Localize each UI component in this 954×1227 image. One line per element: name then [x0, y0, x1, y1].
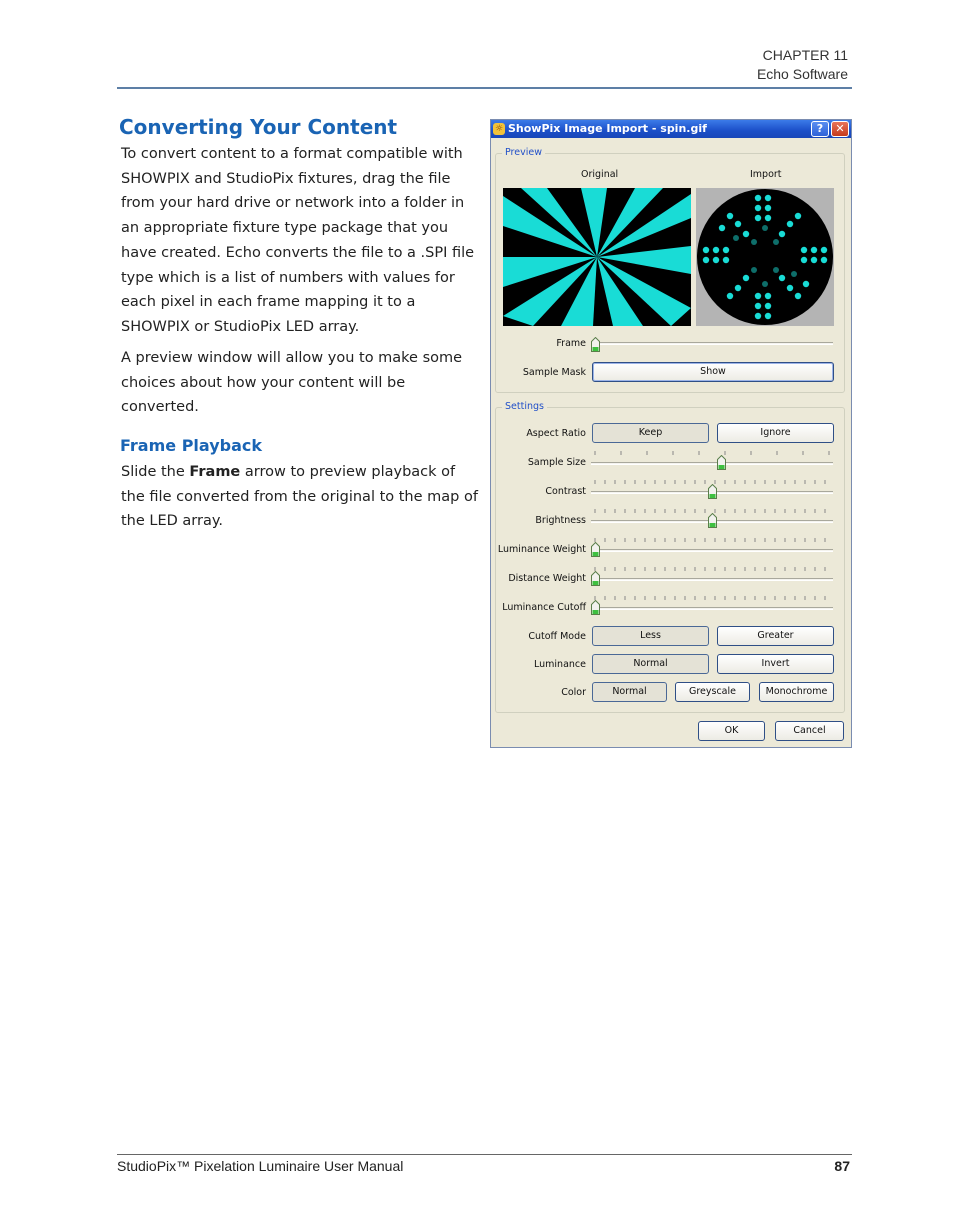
- luminance-weight-slider-thumb[interactable]: [591, 542, 600, 557]
- distance-weight-label: Distance Weight: [508, 573, 586, 584]
- help-button[interactable]: ?: [811, 121, 829, 137]
- frame-slider-track[interactable]: [591, 342, 833, 345]
- frame-text-after: arrow to preview playback of the file converted from the original to the map of the LED array.: [121, 464, 478, 530]
- luminance-invert-button[interactable]: Invert: [717, 654, 834, 674]
- luminance-cutoff-slider-thumb[interactable]: [591, 600, 600, 615]
- subsection-title: Frame Playback: [120, 436, 263, 455]
- distance-weight-ticks: [591, 567, 833, 571]
- distance-weight-slider-track[interactable]: [591, 578, 833, 581]
- chapter-number: CHAPTER 11: [762, 47, 848, 63]
- brightness-label: Brightness: [535, 515, 586, 526]
- close-button[interactable]: ✕: [831, 121, 849, 137]
- showpix-import-dialog: [490, 119, 852, 748]
- show-sample-mask-button[interactable]: Show: [592, 362, 834, 382]
- preview-group-label: Preview: [502, 147, 545, 158]
- luminance-cutoff-slider-track[interactable]: [591, 607, 833, 610]
- contrast-slider-thumb[interactable]: [708, 484, 717, 499]
- sample-size-slider-thumb[interactable]: [717, 455, 726, 470]
- frame-slider-thumb[interactable]: [591, 337, 600, 352]
- page-number: 87: [834, 1158, 850, 1174]
- cutoff-greater-button[interactable]: Greater: [717, 626, 834, 646]
- frame-text-before: Slide the: [121, 464, 190, 480]
- header-rule: [117, 87, 852, 89]
- section-title: Converting Your Content: [119, 115, 398, 139]
- ok-button[interactable]: OK: [698, 721, 765, 741]
- preview-paragraph: A preview window will allow you to make some choices about how your content will be converted.: [121, 350, 463, 416]
- aspect-ratio-label: Aspect Ratio: [526, 428, 586, 439]
- luminance-label: Luminance: [534, 659, 586, 670]
- sample-size-ticks: [591, 451, 833, 455]
- sample-mask-label: Sample Mask: [522, 367, 586, 378]
- import-preview-image: [696, 188, 834, 326]
- app-icon: ☼: [494, 124, 504, 134]
- dialog-titlebar: [491, 120, 851, 138]
- footer-rule: [117, 1154, 852, 1155]
- luminance-normal-button[interactable]: Normal: [592, 654, 709, 674]
- frame-bold-term: Frame: [189, 464, 241, 480]
- aspect-keep-button[interactable]: Keep: [592, 423, 709, 443]
- dialog-title: ShowPix Image Import - spin.gif: [508, 122, 707, 135]
- import-label: Import: [750, 169, 782, 180]
- settings-group-label: Settings: [502, 401, 547, 412]
- contrast-label: Contrast: [545, 486, 586, 497]
- luminance-cutoff-ticks: [591, 596, 833, 600]
- color-normal-button[interactable]: Normal: [592, 682, 667, 702]
- aspect-ignore-button[interactable]: Ignore: [717, 423, 834, 443]
- color-monochrome-button[interactable]: Monochrome: [759, 682, 834, 702]
- chapter-title: Echo Software: [756, 66, 848, 82]
- color-greyscale-button[interactable]: Greyscale: [675, 682, 750, 702]
- original-label: Original: [581, 169, 619, 180]
- running-header: [757, 46, 848, 84]
- original-preview-image: [503, 188, 691, 326]
- intro-paragraph: To convert content to a format compatible with SHOWPIX and StudioPix fixtures, drag the file from your hard drive or network into a folder in an appropriate fixture type package that you have created. Echo converts the file to a .SPI file type which is a list of numbers with values for each pixel in each frame mapping it to a SHOWPIX or StudioPix LED array.: [121, 146, 475, 335]
- brightness-slider-thumb[interactable]: [708, 513, 717, 528]
- luminance-cutoff-label: Luminance Cutoff: [502, 602, 586, 613]
- sample-size-slider-track[interactable]: [591, 462, 833, 465]
- distance-weight-slider-thumb[interactable]: [591, 571, 600, 586]
- luminance-weight-slider-track[interactable]: [591, 549, 833, 552]
- luminance-weight-ticks: [591, 538, 833, 542]
- luminance-weight-label: Luminance Weight: [497, 544, 586, 555]
- cancel-button[interactable]: Cancel: [775, 721, 844, 741]
- color-label: Color: [561, 687, 586, 698]
- frame-playback-paragraph: [121, 460, 481, 534]
- sample-size-label: Sample Size: [527, 457, 586, 468]
- cutoff-less-button[interactable]: Less: [592, 626, 709, 646]
- cutoff-mode-label: Cutoff Mode: [528, 631, 586, 642]
- frame-label: Frame: [556, 338, 586, 349]
- manual-title: StudioPix™ Pixelation Luminaire User Manual: [117, 1158, 404, 1174]
